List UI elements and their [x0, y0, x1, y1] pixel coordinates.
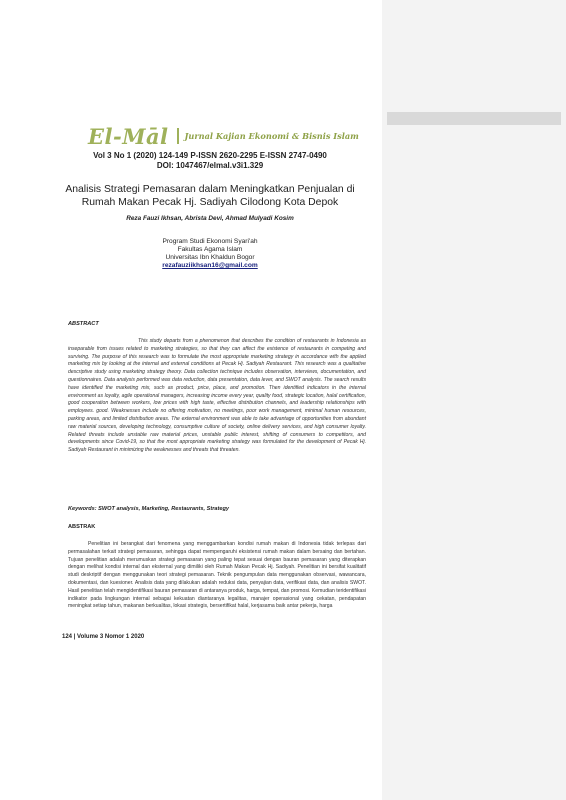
- page-footer: 124 | Volume 3 Nomor 1 2020: [62, 634, 145, 640]
- logo-divider: [177, 128, 179, 144]
- volume-line: Vol 3 No 1 (2020) 124-149 P-ISSN 2620-2295 E-ISSN 2747-0490: [93, 151, 327, 160]
- affiliation-university: Universitas Ibn Khaldun Bogor: [165, 254, 255, 261]
- logo-main-text: El-Māl: [88, 123, 169, 149]
- abstract-body: This study departs from a phenomenon that describes the condition of restaurants in Indonesia as inseparable from issues related to marketing strategies, so that they can affect the existence of restaurants in competing and surviving. The purpose of this research was to formulate the most appropriate marketing strategy in accordance with the applied marketing mix by looking at the internal and external conditions at Pecak Hj. Sadiyah Restaurant. This research was a qualitative descriptive study using marketing strategy theory. Data collection technique includes observation, interviews, documentation, and questionnaires. Data analysis performed was data reduction, data presentation, data lever, and SWOT analysis. The search results have identified the marketing mix, such as product, price, place, and promotion. Then identified indicators in the internal environment as loyalty, agile operational managers, increasing income every year, quality food, strategic location, halal certification, good cooperation between workers, low prices with high taste, effective distribution channels, and leadership relationships with employees. good. Weaknesses include no offering motivation, no meetings, poor work management, minimal human resources, parking areas, and limited distribution areas. The external environment was able to take advantage of opportunities from abundant raw material sources, developing technology, consumptive culture of society, online delivery services, and high consumer loyalty. Related threats include unstable raw material prices, unstable public interest, shifting of consumers to competitors, and developments since Covid-19, so that the most appropriate marketing strategy was formulated for the development of Pecak Hj. Sadiyah Restaurant in minimizing the weaknesses and threats that threaten.: [68, 338, 366, 454]
- affiliation-faculty: Fakultas Agama Islam: [177, 246, 243, 253]
- comment-annotation-box[interactable]: [387, 112, 561, 125]
- abstrak-body: Penelitian ini berangkat dari fenomena yang menggambarkan kondisi rumah makan di Indonesia tidak terlepas dari permasalahan terkait strategi pemasaran, sehingga dapat mempengaruhi eksistensi rumah makan dalam bersaing dan bertahan. Tujuan penelitian adalah merumuskan strategi pemasaran yang paling tepat sesuai dengan bauran pemasaran yang diterapkan dengan melihat kondisi internal dan eksternal yang dimiliki oleh Rumah Makan Pecak Hj. Sadiyah. Penelitian ini bersifat kualitatif studi deskriptif dengan menggunakan teori strategi pemasaran. Teknik pengumpulan data menggunakan observasi, wawancara, dokumentasi, dan kuesioner. Analisis data yang dilakukan adalah reduksi data, penyajian data, verifikasi data, dan analisis SWOT. Hasil penelitian telah mengidentifikasi bauran pemasaran di antaranya produk, harga, tempat, dan promosi. Kemudian teridentifikasi indikator pada lingkungan internal sebagai kekuatan diantaranya legalitas, manajer operasional yang cekatan, pendapatan meningkat setiap tahun, makanan berkualitas, lokasi strategis, bersertifikat halal, kerjasama baik antar pekerja, harga: [68, 541, 366, 610]
- abstrak-heading: ABSTRAK: [68, 524, 96, 530]
- keywords-line: Keywords: SWOT analysis, Marketing, Restaurants, Strategy: [68, 506, 230, 512]
- author-email-link[interactable]: rezafauziikhsan16@gmail.com: [162, 262, 258, 269]
- journal-logo: [88, 124, 359, 148]
- paper-authors: Reza Fauzi Ikhsan, Abrista Devi, Ahmad Mulyadi Kosim: [126, 215, 294, 222]
- affiliation-program: Program Studi Ekonomi Syari'ah: [162, 238, 258, 245]
- comment-sidebar: [382, 0, 566, 800]
- paper-title: Analisis Strategi Pemasaran dalam Meningkatkan Penjualan di Rumah Makan Pecak Hj. Sadiyah Cilodong Kota Depok: [65, 184, 355, 208]
- abstract-heading: ABSTRACT: [68, 321, 99, 327]
- logo-subtitle: Jurnal Kajian Ekonomi & Bisnis Islam: [184, 131, 359, 141]
- doi-line: DOI: 1047467/elmal.v3i1.329: [156, 161, 264, 170]
